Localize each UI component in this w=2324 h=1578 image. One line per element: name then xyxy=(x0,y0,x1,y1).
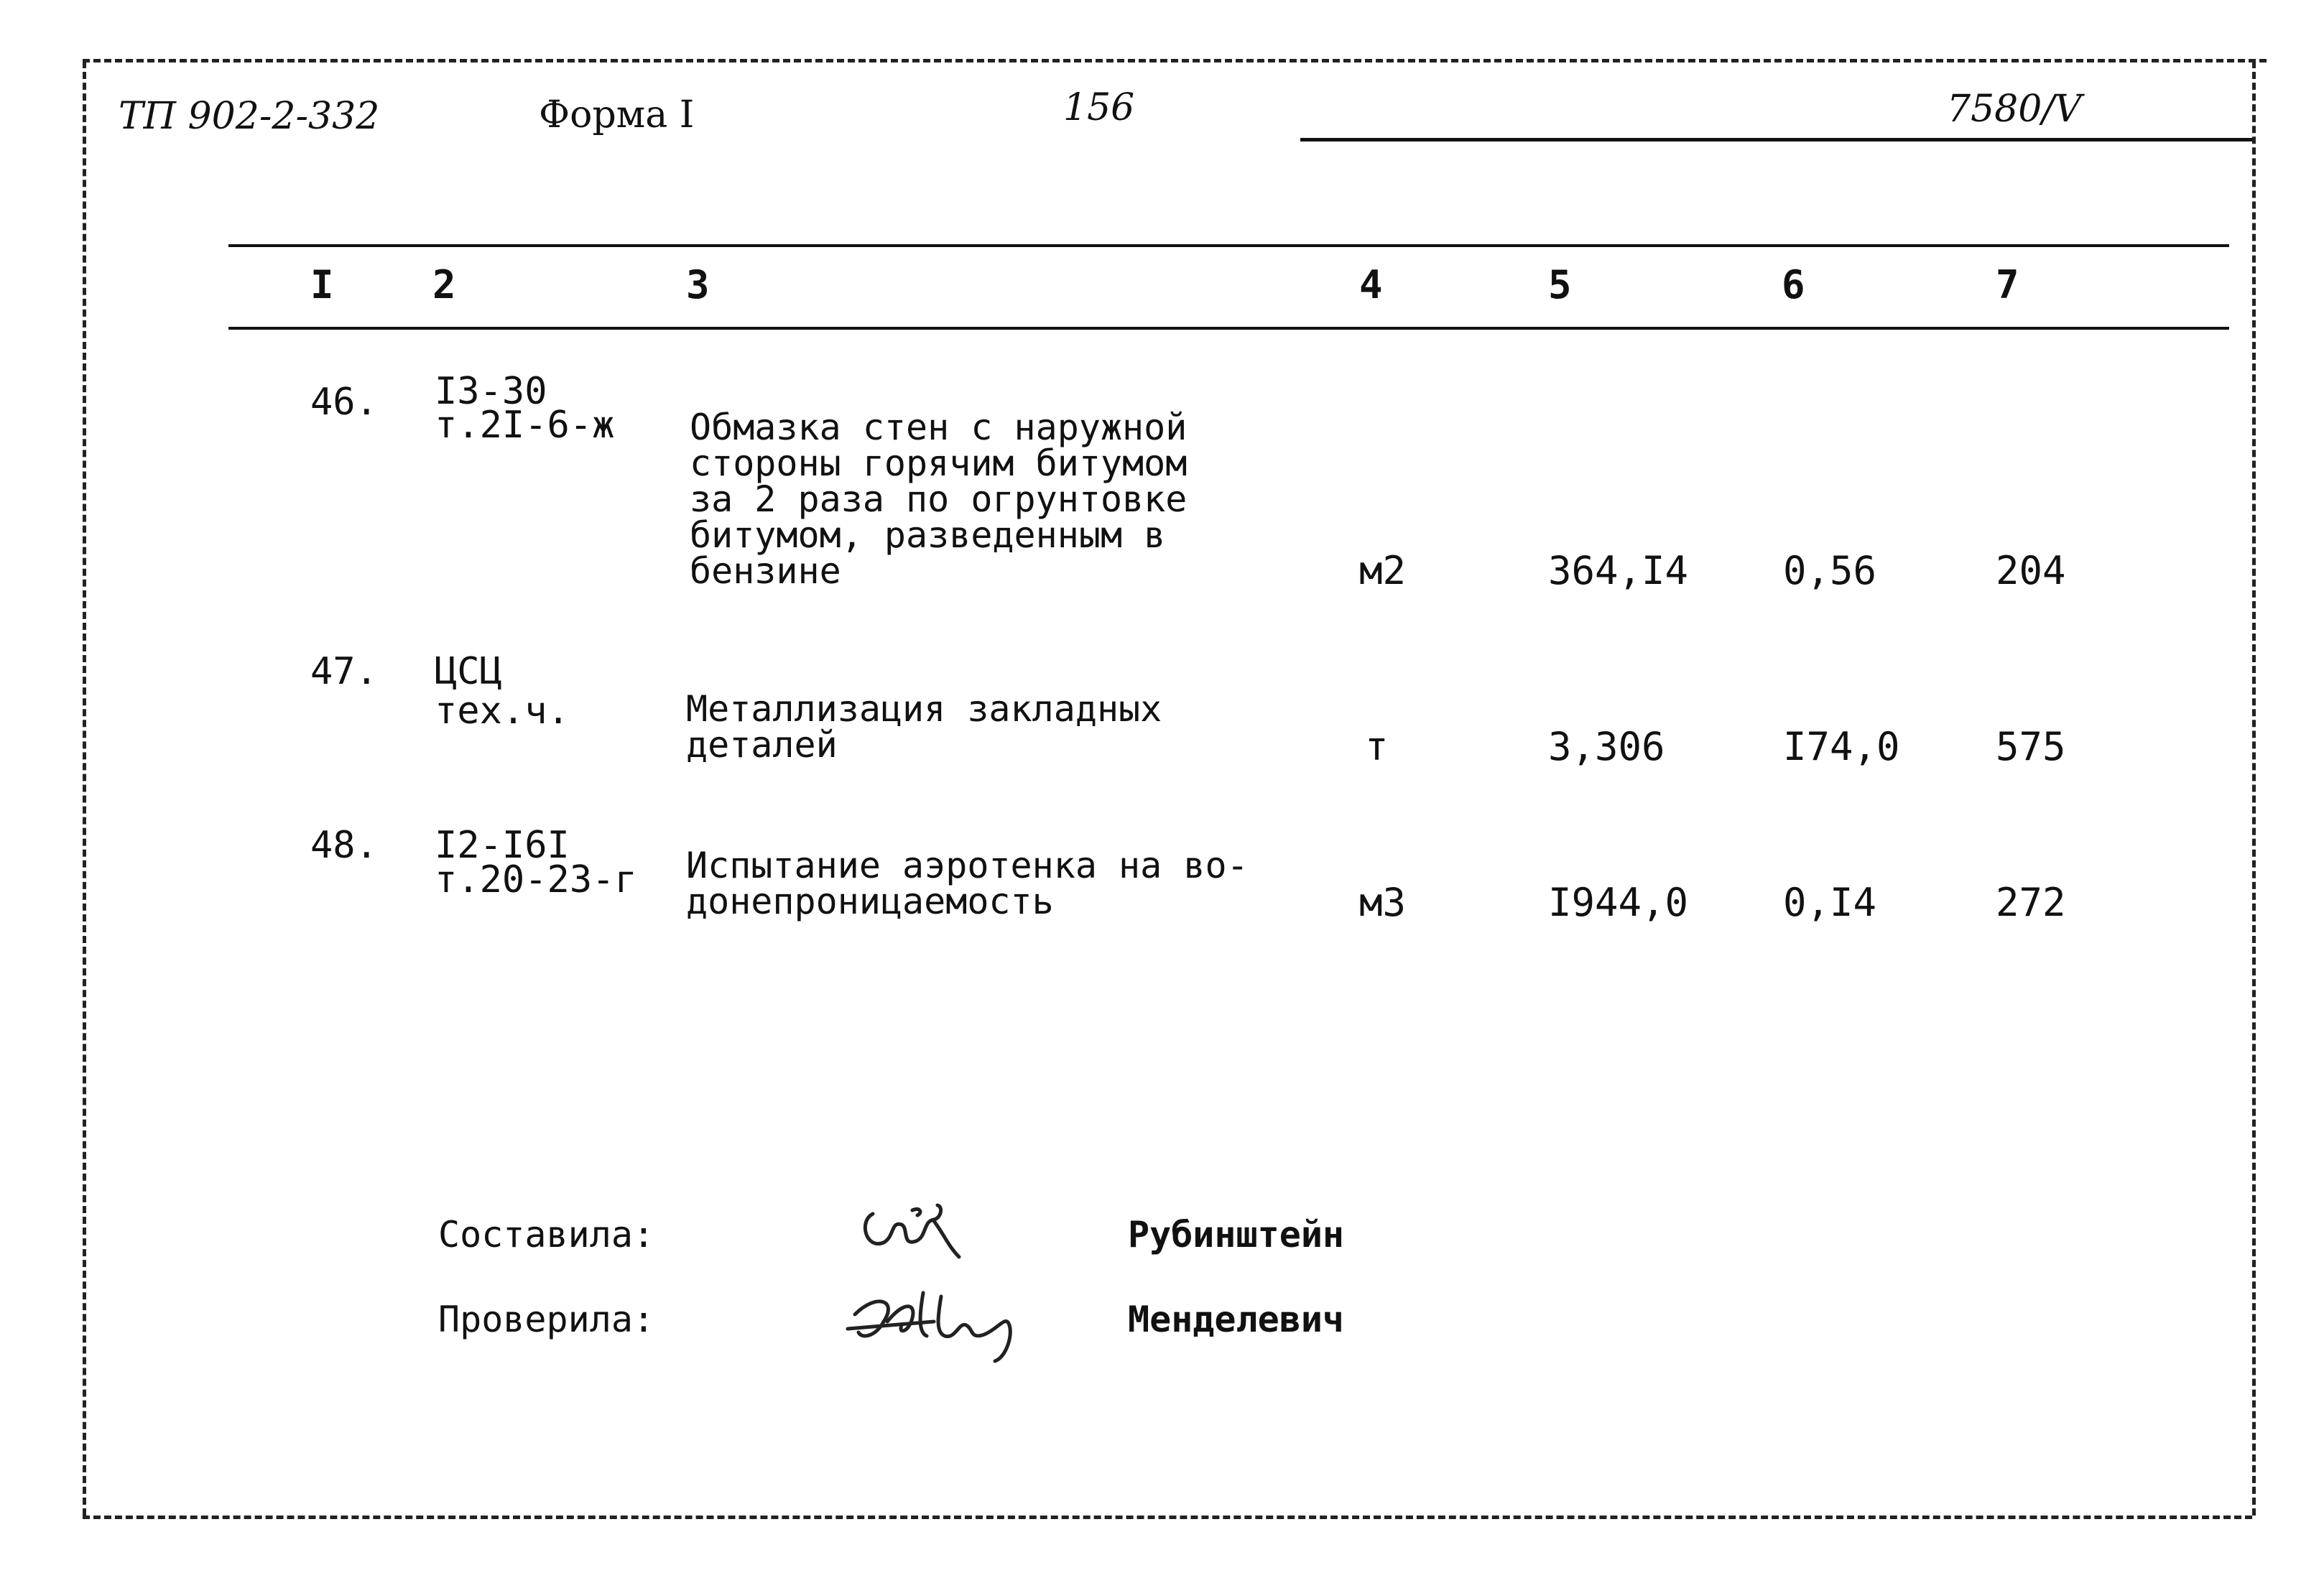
row-number: 47. xyxy=(310,650,378,693)
row-total: 272 xyxy=(1996,880,2066,925)
compiled-signature xyxy=(851,1192,988,1271)
row-number: 46. xyxy=(310,381,378,424)
frame-bottom-border xyxy=(83,1516,2252,1519)
row-description: Металлизация закладных деталей xyxy=(686,688,1162,766)
row-price: I74,0 xyxy=(1783,724,1900,769)
column-header-3: 3 xyxy=(686,262,710,307)
table-header-top-rule xyxy=(228,244,2229,247)
frame-left-border xyxy=(83,61,86,1516)
row-code-line-1: ЦСЦ xyxy=(435,650,502,693)
frame-top-border xyxy=(83,59,2267,62)
row-description: Обмазка стен с наружной стороны горячим битумом за 2 раза по огрунтовке битумом, разведенным в бензине xyxy=(690,407,1188,592)
doc-code: ТП 902-2-332 xyxy=(119,95,380,138)
archive-number: 7580/V xyxy=(1947,88,2082,131)
column-header-5: 5 xyxy=(1548,262,1572,307)
row-total: 204 xyxy=(1996,548,2066,593)
column-header-6: 6 xyxy=(1782,262,1805,307)
compiled-name: Рубинштейн xyxy=(1128,1214,1345,1256)
form-label: Форма I xyxy=(539,93,695,136)
checked-label: Проверила: xyxy=(438,1299,655,1340)
row-unit: м2 xyxy=(1359,548,1407,593)
row-quantity: I944,0 xyxy=(1548,880,1689,925)
row-total: 575 xyxy=(1996,724,2066,769)
row-price: 0,56 xyxy=(1783,548,1877,593)
header-underline xyxy=(1300,138,2252,141)
column-header-7: 7 xyxy=(1996,262,2019,307)
row-price: 0,I4 xyxy=(1783,880,1877,925)
checked-signature xyxy=(833,1271,1042,1372)
row-code-line-1: I2-I6I xyxy=(435,824,570,867)
column-header-1: I xyxy=(310,262,334,307)
row-quantity: 3,306 xyxy=(1548,724,1665,769)
table-header-bottom-rule xyxy=(228,327,2229,330)
compiled-label: Составила: xyxy=(438,1214,655,1256)
row-description: Испытание аэротенка на во- донепроницаемость xyxy=(686,845,1249,922)
row-code-line-2: т.20-23-г xyxy=(435,858,637,901)
row-code-line-2: т.2I-6-ж xyxy=(435,404,615,447)
row-unit: м3 xyxy=(1359,880,1407,925)
column-header-2: 2 xyxy=(432,262,456,307)
checked-name: Менделевич xyxy=(1128,1299,1345,1340)
row-code-line-1: I3-30 xyxy=(435,370,547,413)
row-number: 48. xyxy=(310,824,378,867)
row-unit: т xyxy=(1365,724,1389,769)
page-number: 156 xyxy=(1063,86,1135,129)
row-code-line-2: тех.ч. xyxy=(435,690,570,733)
row-quantity: 364,I4 xyxy=(1548,548,1689,593)
column-header-4: 4 xyxy=(1359,262,1383,307)
frame-right-border xyxy=(2252,61,2256,1516)
